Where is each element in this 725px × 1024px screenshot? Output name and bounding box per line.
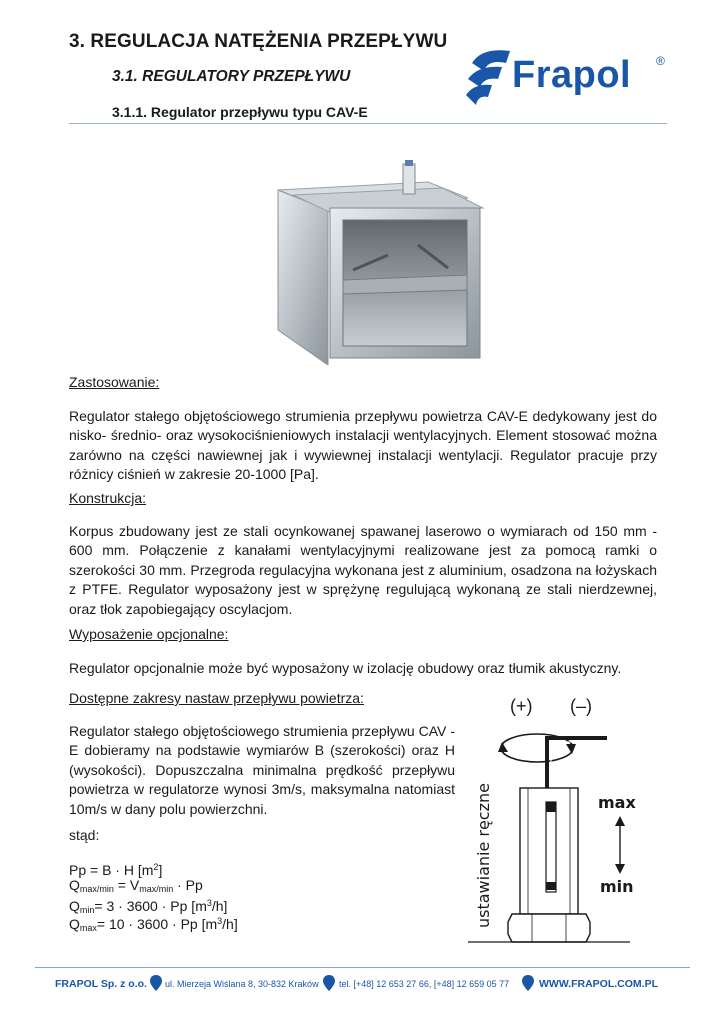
minus-label: (–) — [570, 696, 592, 716]
formula-q: $Q_{max/min} = V_{max/min} \cdot Pp$ — [69, 877, 203, 894]
min-label: min — [600, 877, 634, 896]
manual-adjustment-diagram — [462, 690, 667, 952]
zakresy-heading: Dostępne zakresy nastaw przepływu powietrza: — [69, 690, 364, 706]
formula-pp: Pp = B · H $[m^2]$ — [69, 862, 163, 878]
location-icon — [148, 974, 164, 992]
page-title: 3. REGULACJA NATĘŻENIA PRZEPŁYWU — [69, 31, 448, 52]
section-title: 3.1.1. Regulator przepływu typu CAV-E — [112, 104, 368, 120]
konstrukcja-text: Korpus zbudowany jest ze stali ocynkowanej spawanej laserowo o wymiarach od 150 mm - 600 mm. Połączenie z kanałami wentylacyjnymi realizowane jest za pomocą ramki o szerokości 30 mm. Przegroda regulacyjna wykonana jest z aluminium, osadzona na łożyskach z PTFE. Regulator wyposażony jest w sprężynę regulującą wykonaną ze stali nierdzewnej, oraz tłok zapobiegający oscylacjom. — [69, 523, 657, 617]
header-divider — [69, 123, 667, 124]
konstrukcja-heading: Konstrukcja: — [69, 490, 147, 506]
phone-icon — [321, 974, 337, 992]
formula-qmax: $Q_{max}= 10 \cdot 3600 \cdot Pp$ $[m^3/h]$ — [69, 916, 238, 933]
logo-registered-mark: ® — [656, 54, 665, 68]
page-subtitle: 3.1. REGULATORY PRZEPŁYWU — [112, 68, 351, 85]
zastosowanie-heading: Zastosowanie: — [69, 374, 160, 390]
footer-website-link[interactable]: WWW.FRAPOL.COM.PL — [539, 978, 658, 990]
cav-e-regulator-photo — [268, 160, 490, 365]
web-icon — [520, 974, 536, 992]
footer-phone: tel. [+48] 12 653 27 66, [+48] 12 659 05 77 — [339, 979, 510, 989]
adjustment-key — [547, 738, 607, 790]
formula-qmin: $Q_{min}= 3 \cdot 3600 \cdot Pp$ $[m^3/h]$ — [69, 898, 228, 915]
logo-wordmark: Frapol — [512, 54, 632, 96]
wyposazenie-heading: Wyposażenie opcjonalne: — [69, 626, 229, 642]
stad-label: stąd: — [69, 827, 100, 843]
footer-company: FRAPOL Sp. z o.o. — [55, 978, 147, 990]
wyposazenie-text: Regulator opcjonalnie może być wyposażony w izolację obudowy oraz tłumik akustyczny. — [69, 660, 622, 676]
footer-address: ul. Mierzeja Wiślana 8, 30-832 Kraków — [165, 979, 319, 989]
manual-setting-label: ustawianie ręczne — [474, 782, 493, 928]
zakresy-text: Regulator stałego objętościowego strumienia przepływu CAV - E dobieramy na podstawie wymiarów B (szerokości) oraz H (wysokości). Dopuszczalna minimalna prędkość przepływu powietrza w regulatorze wynosi 3m/s, maksymalna natomiast 10m/s w dany polu powierzchni. — [69, 723, 455, 817]
zastosowanie-text: Regulator stałego objętościowego strumienia przepływu powietrza CAV-E dedykowany jest do nisko- średnio- oraz wysokociśnieniowych instalacji wentylacyjnych. Element stosować można zarówno na części nawiewnej jak i wywiewnej instalacji wentylacji. Regulator pracuje przy różnicy ciśnień w zakresie 20-1000 [Pa]. — [69, 408, 657, 483]
footer-divider — [35, 967, 690, 968]
max-label: max — [598, 793, 636, 812]
plus-label: (+) — [510, 696, 533, 716]
